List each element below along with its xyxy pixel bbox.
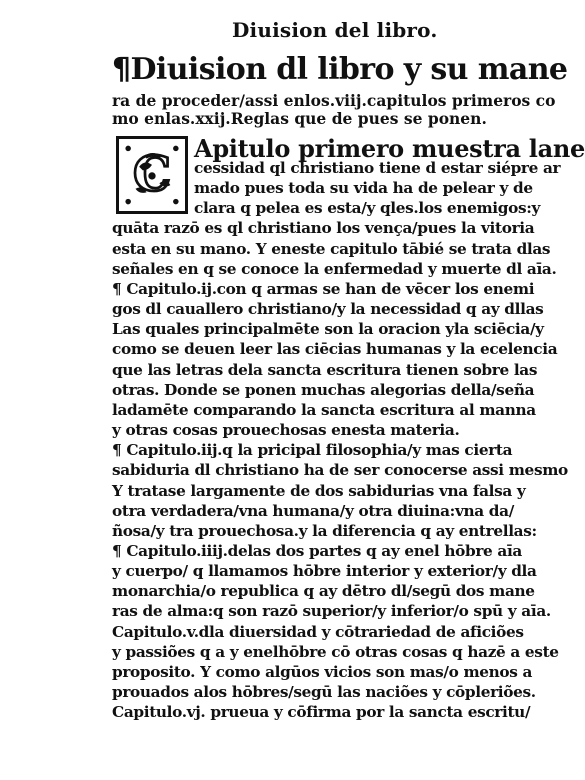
- text-line: mado pues toda su vida ha de pelear y de: [194, 179, 533, 198]
- pilcrow-icon: ¶: [112, 52, 131, 87]
- page-title: [112, 52, 568, 87]
- text-line: monarchia/o republica q ay dētro dl/segū dos mane: [112, 582, 535, 601]
- text-line: Capitulo.v.dla diuersidad y cōtrariedad de aficiões: [112, 622, 524, 641]
- text-line: proposito. Y como algūos vicios son mas/o menos a: [112, 662, 533, 681]
- text-line: y otras cosas prouechosas enesta materia.: [112, 421, 460, 440]
- text-line: otras. Donde se ponen muchas alegorias della/seña: [112, 380, 535, 399]
- title-text: Diuision dl libro y su mane: [130, 52, 568, 87]
- text-line: gos dl cauallero christiano/y la necessidad q ay dllas: [112, 300, 544, 319]
- text-line: como se deuen leer las ciēcias humanas y la ecelencia: [112, 340, 558, 359]
- text-line: sabiduria dl christiano ha de ser conocerse assi mesmo: [112, 461, 568, 480]
- text-line: ladamēte comparando la sancta escritura al manna: [112, 400, 536, 419]
- text-line: esta en su mano. Y eneste capitulo tābié se trata dlas: [112, 239, 551, 258]
- text-line: y cuerpo/ q llamamos hōbre interior y exterior/y dla: [112, 562, 537, 581]
- text-line: prouados alos hōbres/segū las naciões y cōpleriões.: [112, 683, 536, 702]
- text-line: Las quales principalmēte son la oracion yla sciēcia/y: [112, 320, 544, 339]
- text-line: ras de alma:q son razō superior/y inferior/o spū y aīa.: [112, 602, 551, 621]
- text-line: clara q pelea es esta/y qles.los enemigos:y: [194, 199, 541, 218]
- chapter-first-line: Apitulo primero muestra lane: [194, 134, 585, 163]
- text-line: cessidad ql christiano tiene d estar siépre ar: [194, 159, 561, 177]
- text-line: que las letras dela sancta escritura tienen sobre las: [112, 360, 538, 379]
- subtitle-line: ra de proceder/assi enlos.viij.capitulos primeros co: [112, 91, 556, 110]
- text-line: ¶ Capitulo.iiij.delas dos partes q ay enel hōbre aīa: [112, 541, 522, 560]
- text-line: y passiões q a y enelhōbre cō otras cosas q hazē a este: [112, 642, 559, 661]
- initial-letter: C: [133, 146, 171, 203]
- text-line: Capitulo.vj. prueua y cōfirma por la sancta escritu/: [112, 703, 531, 722]
- text-line: ¶ Capitulo.ij.con q armas se han de vēcer los enemi: [112, 279, 535, 298]
- text-line: quāta razō es ql christiano los vença/pues la vitoria: [112, 219, 535, 238]
- subtitle: [112, 91, 556, 128]
- text-line: Y tratase largamente de dos sabidurias vna falsa y: [112, 481, 526, 500]
- text-line: señales en q se conoce la enfermedad y muerte dl aīa.: [112, 259, 557, 278]
- subtitle-line: mo enlas.xxij.Reglas que de pues se ponen.: [112, 109, 487, 128]
- chapter-list: [112, 158, 568, 722]
- text-line: ¶ Capitulo.iij.q la pricipal filosophia/y mas cierta: [112, 441, 513, 460]
- text-line: otra verdadera/vna humana/y otra diuina:vna da/: [112, 501, 514, 520]
- text-line: ñosa/y tra prouechosa.y la diferencia q ay entrellas:: [112, 521, 537, 540]
- running-head: Diuision del libro.: [232, 18, 438, 42]
